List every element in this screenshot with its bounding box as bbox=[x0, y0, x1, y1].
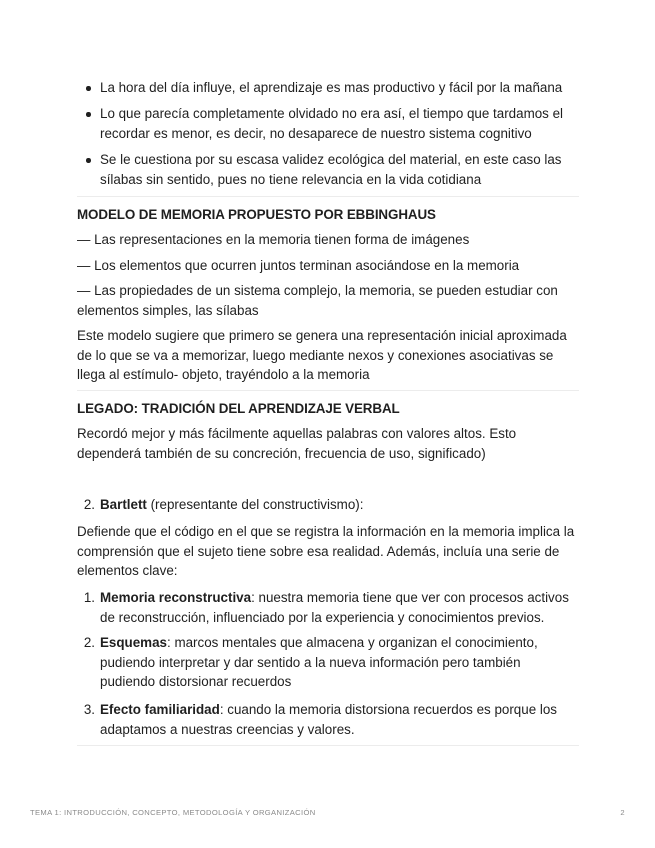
item-term: Efecto familiaridad bbox=[100, 702, 220, 717]
bartlett-list-item bbox=[83, 495, 579, 515]
list-number: 3. bbox=[83, 702, 95, 717]
section-heading-legacy: LEGADO: TRADICIÓN DEL APRENDIZAJE VERBAL bbox=[77, 401, 400, 416]
item-text: : cuando la memoria distorsiona recuerdos es porque los adaptamos a nuestras creencias y valores. bbox=[100, 702, 557, 737]
dash-item: — Las propiedades de un sistema complejo, la memoria, se pueden estudiar con elementos simples, las sílabas bbox=[77, 283, 558, 318]
numbered-item bbox=[83, 588, 579, 627]
bullet-item: Lo que parecía completamente olvidado no era así, el tiempo que tardamos el recordar es menor, es decir, no desaparece de nuestro sistema cognitivo bbox=[100, 104, 579, 143]
numbered-item bbox=[83, 633, 579, 692]
item-term: Esquemas bbox=[100, 635, 167, 650]
dash-item: — Las representaciones en la memoria tienen forma de imágenes bbox=[77, 232, 470, 247]
model-paragraph: Este modelo sugiere que primero se genera una representación inicial aproximada de lo que se va a memorizar, luego mediante nexos y conexiones asociativas se llega al estímulo- objeto, trayéndolo a la memoria bbox=[77, 328, 567, 383]
bartlett-description: (representante del constructivismo): bbox=[146, 497, 364, 512]
bartlett-name: Bartlett bbox=[100, 497, 147, 512]
divider bbox=[77, 745, 579, 746]
divider bbox=[77, 390, 579, 391]
section-heading-model: MODELO DE MEMORIA PROPUESTO POR EBBINGHAUS bbox=[77, 207, 436, 222]
bullet-item: Se le cuestiona por su escasa validez ecológica del material, en este caso las sílabas sin sentido, pues no tiene relevancia en la vida cotidiana bbox=[100, 150, 579, 189]
numbered-item bbox=[83, 700, 579, 739]
page-number: 2 bbox=[620, 808, 625, 817]
bartlett-paragraph: Defiende que el código en el que se registra la información en la memoria implica la comprensión que el sujeto tiene sobre esa realidad. Además, incluía una serie de elementos clave: bbox=[77, 524, 575, 579]
dash-item: — Los elementos que ocurren juntos terminan asociándose en la memoria bbox=[77, 258, 520, 273]
item-text: : nuestra memoria tiene que ver con procesos activos de reconstrucción, influenciado por la experiencia y conocimientos previos. bbox=[100, 590, 569, 625]
footer-title: TEMA 1: INTRODUCCIÓN, CONCEPTO, METODOLOGÍA Y ORGANIZACIÓN bbox=[30, 808, 316, 817]
divider bbox=[77, 196, 579, 197]
legacy-paragraph: Recordó mejor y más fácilmente aquellas palabras con valores altos. Esto dependerá también de su concreción, frecuencia de uso, significado) bbox=[77, 426, 517, 461]
list-number: 1. bbox=[83, 590, 95, 605]
item-text: : marcos mentales que almacena y organizan el conocimiento, pudiendo interpretar y dar sentido a la nueva información pero también pudiendo distorsionar recuerdos bbox=[100, 635, 538, 690]
list-number: 2. bbox=[83, 497, 95, 512]
list-number: 2. bbox=[83, 635, 95, 650]
bullet-item: La hora del día influye, el aprendizaje es mas productivo y fácil por la mañana bbox=[100, 78, 579, 98]
item-term: Memoria reconstructiva bbox=[100, 590, 252, 605]
